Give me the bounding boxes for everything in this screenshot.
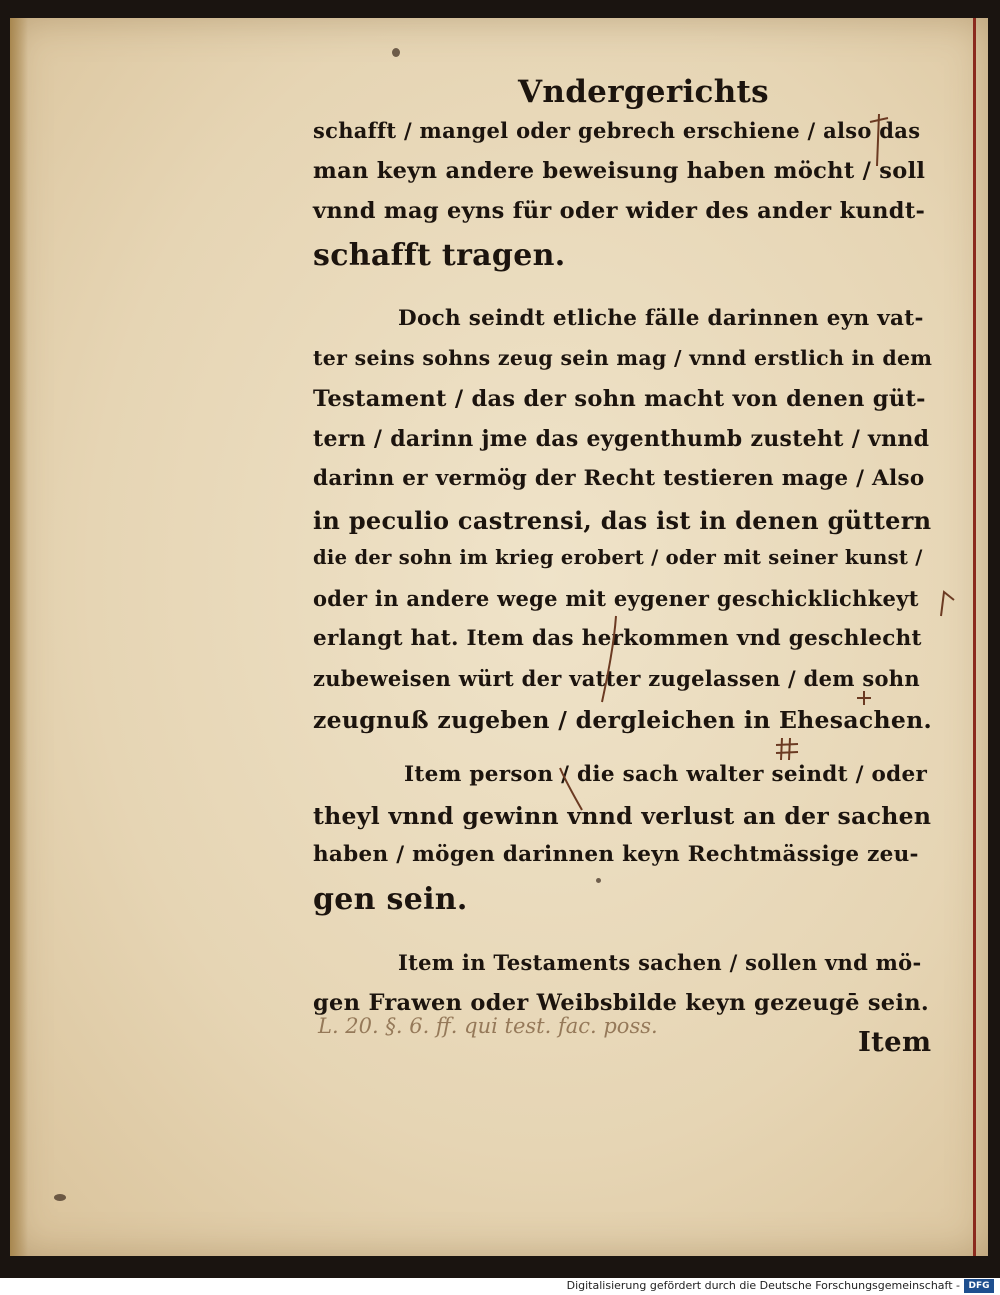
page-edge [973, 18, 976, 1256]
handwritten-cross-mark [868, 110, 890, 170]
ink-blot [54, 1194, 66, 1201]
text-line: Testament / das der sohn macht von denen güt- [313, 386, 926, 412]
text-line: Item person / die sach walter seindt / oder [404, 762, 928, 787]
handwritten-tick-mark [938, 588, 956, 618]
handwritten-hash-mark [774, 736, 800, 762]
text-line: ter seins sohns zeug sein mag / vnnd erstlich in dem [313, 346, 933, 370]
text-line: gen Frawen oder Weibsbilde keyn gezeugē sein. [313, 990, 930, 1016]
ink-blot [596, 878, 601, 883]
text-line: oder in andere wege mit eygener geschicklichkeyt [313, 586, 919, 611]
handwritten-plus-mark [856, 690, 872, 706]
page-gutter-shadow [10, 18, 28, 1256]
text-line: schafft tragen. [313, 238, 566, 273]
handwritten-stroke-mark [596, 614, 636, 704]
text-line: zubeweisen würt der vatter zugelassen / dem sohn [313, 666, 920, 691]
text-line: theyl vnnd gewinn vnnd verlust an der sachen [313, 802, 932, 830]
catchword: Item [858, 1026, 932, 1058]
text-line: Item in Testaments sachen / sollen vnd mö- [398, 950, 922, 975]
handwritten-stroke-mark [556, 764, 586, 814]
text-line: erlangt hat. Item das herkommen vnd geschlecht [313, 626, 922, 651]
footer-bar [0, 1278, 1000, 1295]
ink-blot [392, 48, 400, 57]
text-line: in peculio castrensi, das ist in denen güttern [313, 506, 932, 535]
text-line: die der sohn im krieg erobert / oder mit seiner kunst / [313, 546, 923, 569]
text-line: haben / mögen darinnen keyn Rechtmässige zeu- [313, 842, 919, 867]
text-line: darinn er vermög der Recht testieren mage / Also [313, 466, 925, 491]
text-line: zeugnuß zugeben / dergleichen in Ehesachen. [313, 706, 932, 734]
text-line: gen sein. [313, 882, 468, 917]
text-line: tern / darinn jme das eygenthumb zusteht / vnnd [313, 426, 930, 452]
text-line: Doch seindt etliche fälle darinnen eyn vat- [398, 306, 924, 331]
text-line: man keyn andere beweisung haben möcht / soll [313, 158, 926, 184]
text-line: schafft / mangel oder gebrech erschiene / also das [313, 118, 921, 143]
handwritten-annotation: L. 20. §. 6. ff. qui test. fac. poss. [318, 1014, 658, 1038]
funding-credit: Digitalisierung gefördert durch die Deutsche Forschungsgemeinschaft - [566, 1279, 960, 1292]
running-heading: Vndergerichts [518, 74, 769, 110]
dfg-logo-icon[interactable]: DFG [964, 1279, 994, 1293]
text-line: vnnd mag eyns für oder wider des ander kundt- [313, 198, 926, 224]
